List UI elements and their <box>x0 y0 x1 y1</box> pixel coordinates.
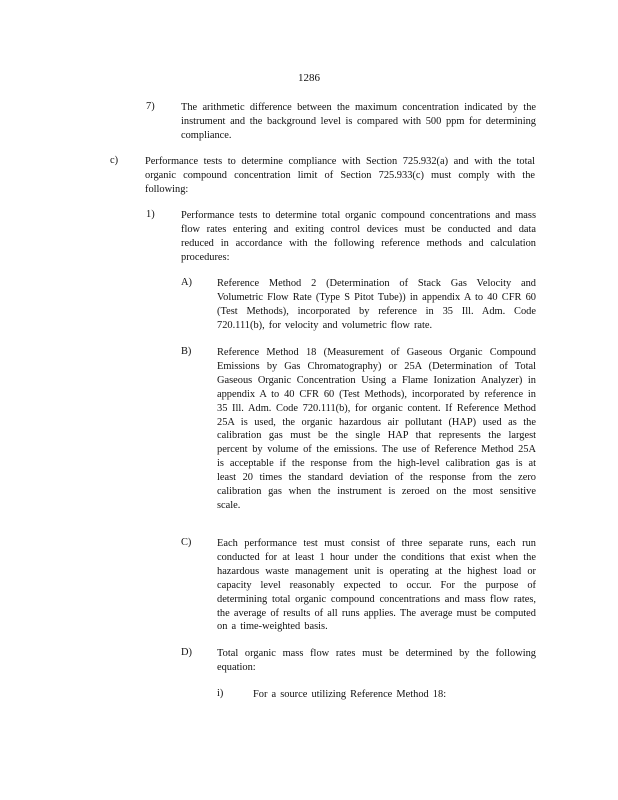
item-text: For a source utilizing Reference Method 18: <box>253 689 447 700</box>
item-marker: B) <box>181 346 192 357</box>
page-number: 1286 <box>298 72 320 84</box>
item-text: Performance tests to determine compliance with Section 725.932(a) and with the total organic compound concentration limit of Section 725.933(c) must comply with the following: <box>145 156 535 195</box>
item-marker: D) <box>181 647 192 658</box>
item-marker: 1) <box>146 209 155 220</box>
item-text: Total organic mass flow rates must be determined by the following equation: <box>217 648 536 673</box>
item-marker: i) <box>217 688 224 699</box>
item-text: Performance tests to determine total organic compound concentrations and mass flow rates entering and exiting control devices must be conducted and data reduced in accordance with the following reference methods and calculation procedures: <box>181 210 536 263</box>
item-marker: C) <box>181 537 192 548</box>
item-text: Reference Method 18 (Measurement of Gaseous Organic Compound Emissions by Gas Chromatography) or 25A (Determination of Total Gaseous Organic Concentration Using a Flame Ionization Analyzer) in appendix A to 40 CFR 60 (Test Methods), incorporated by reference in 35 Ill. Adm. Code 720.111(b), for organic content. If Reference Method 25A is used, the organic hazardous air pollutant (HAP) used as the calibration gas must be the single HAP that represents the largest percent by volume of the emissions. The use of Reference Method 25A is acceptable if the response from the high-level calibration gas is at least 20 times the standard deviation of the response from the zero calibration gas when the instrument is zeroed on the most sensitive scale. <box>217 347 536 511</box>
item-marker: A) <box>181 277 192 288</box>
item-marker: c) <box>110 155 119 166</box>
item-marker: 7) <box>146 101 155 112</box>
item-text: Reference Method 2 (Determination of Stack Gas Velocity and Volumetric Flow Rate (Type S Pitot Tube)) in appendix A to 40 CFR 60 (Test Methods), incorporated by reference in 35 Ill. Adm. Code 720.111(b), for velocity and volumetric flow rate. <box>217 278 536 331</box>
item-text: The arithmetic difference between the maximum concentration indicated by the instrument and the background level is compared with 500 ppm for determining compliance. <box>181 102 536 141</box>
item-text: Each performance test must consist of three separate runs, each run conducted for at least 1 hour under the conditions that exist when the hazardous waste management unit is operating at the highest load or capacity level reasonably expected to occur. For the purpose of determining total organic compound concentrations and mass flow rates, the average of results of all runs applies. The average must be computed on a time-weighted basis. <box>217 538 536 633</box>
